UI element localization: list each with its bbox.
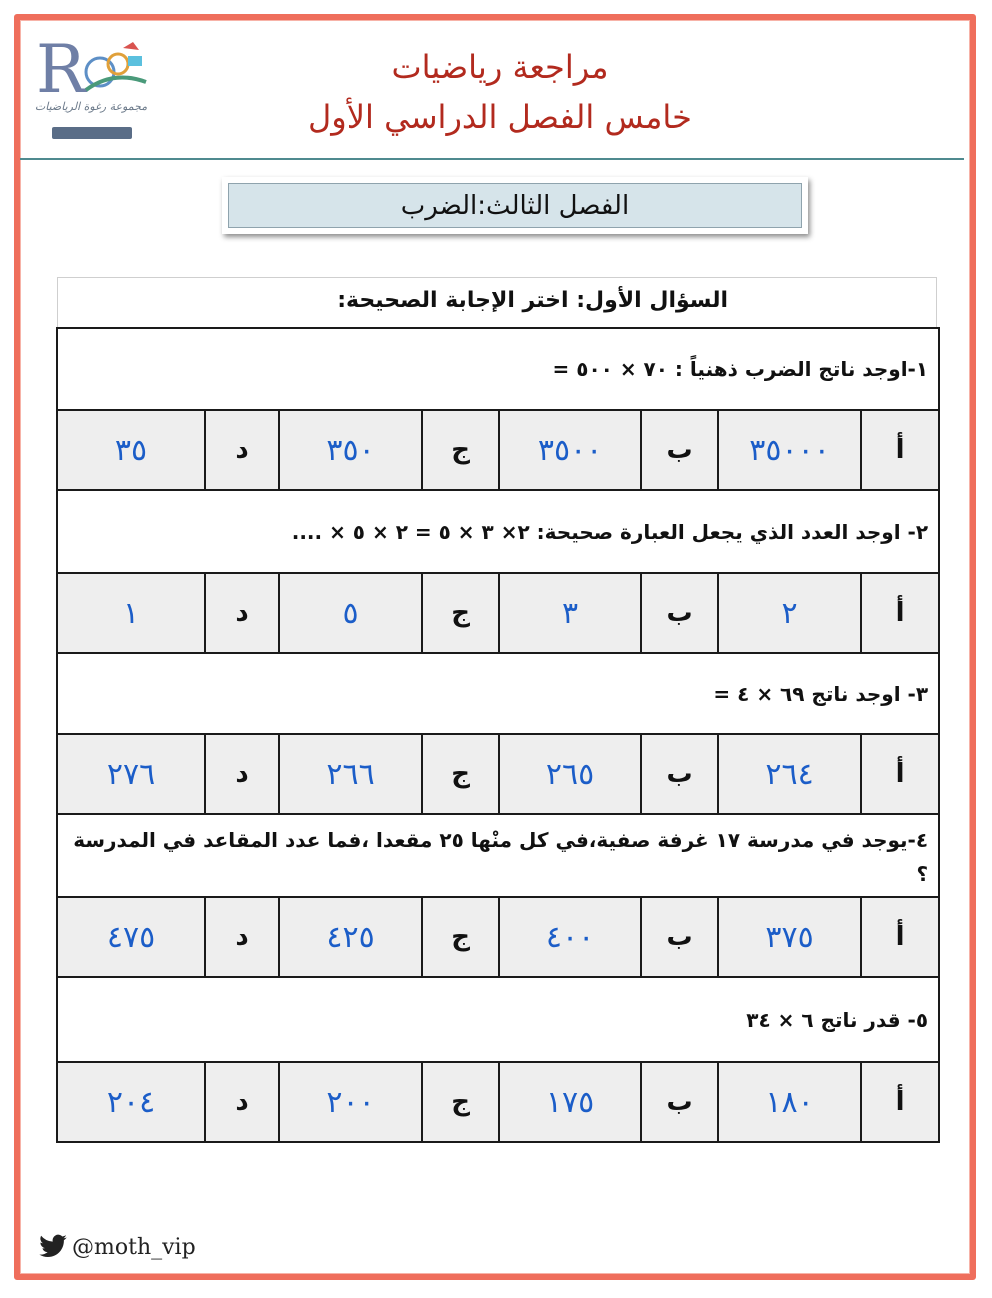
option-letter: أ: [861, 573, 939, 653]
logo-tagline: [52, 127, 132, 139]
question-text: ٢- اوجد العدد الذي يجعل العبارة صحيحة: ٢× ٣ × ٥ = ٢ × ٥ × ....: [57, 490, 939, 573]
quiz-table: [56, 327, 940, 1143]
section-heading: السؤال الأول: اختر الإجابة الصحيحة:: [57, 277, 937, 327]
header-divider: [20, 158, 964, 160]
option-letter: ج: [422, 897, 499, 977]
option-value[interactable]: ٢٦٦: [279, 734, 422, 814]
option-letter: ب: [641, 410, 718, 490]
option-value[interactable]: ٣٥: [57, 410, 205, 490]
option-value[interactable]: ٢٦٤: [718, 734, 861, 814]
option-value[interactable]: ٢٠٠: [279, 1062, 422, 1142]
option-value[interactable]: ٢٧٦: [57, 734, 205, 814]
option-letter: د: [205, 897, 279, 977]
option-letter: ج: [422, 410, 499, 490]
option-value[interactable]: ٤٠٠: [499, 897, 641, 977]
question-text: ٣- اوجد ناتج ٦٩ × ٤ =: [57, 653, 939, 734]
option-letter: ج: [422, 1062, 499, 1142]
option-letter: ج: [422, 734, 499, 814]
option-value[interactable]: ٣: [499, 573, 641, 653]
option-letter: أ: [861, 410, 939, 490]
question-row: [57, 977, 939, 1062]
option-letter: ب: [641, 897, 718, 977]
option-value[interactable]: ١٨٠: [718, 1062, 861, 1142]
option-value[interactable]: ٥: [279, 573, 422, 653]
chapter-box: [222, 177, 808, 234]
option-letter: ب: [641, 734, 718, 814]
answer-row: [57, 573, 939, 653]
option-value[interactable]: ٢٦٥: [499, 734, 641, 814]
question-text: ٥- قدر ناتج ٦ × ٣٤: [57, 977, 939, 1062]
option-value[interactable]: ٢٠٤: [57, 1062, 205, 1142]
option-value[interactable]: ٣٧٥: [718, 897, 861, 977]
page-title-line1: مراجعة رياضيات: [391, 48, 609, 86]
twitter-handle-text: @moth_vip: [72, 1234, 196, 1260]
option-letter: أ: [861, 734, 939, 814]
question-row: [57, 653, 939, 734]
option-letter: د: [205, 573, 279, 653]
logo-subtitle: مجموعة رغوة الرياضيات: [34, 100, 148, 113]
svg-text:R: R: [36, 31, 86, 105]
option-value[interactable]: ٤٢٥: [279, 897, 422, 977]
option-letter: ب: [641, 1062, 718, 1142]
twitter-handle[interactable]: [38, 1232, 196, 1262]
option-letter: ج: [422, 573, 499, 653]
option-value[interactable]: ٣٥٠: [279, 410, 422, 490]
option-value[interactable]: ٣٥٠٠: [499, 410, 641, 490]
answer-row: [57, 410, 939, 490]
option-value[interactable]: ١٧٥: [499, 1062, 641, 1142]
option-letter: أ: [861, 1062, 939, 1142]
chapter-label: الفصل الثالث:الضرب: [228, 183, 802, 228]
option-value[interactable]: ٣٥٠٠٠: [718, 410, 861, 490]
option-value[interactable]: ٤٧٥: [57, 897, 205, 977]
question-text: ٤-يوجد في مدرسة ١٧ غرفة صفية،في كل منْها ٢٥ مقعدا ،فما عدد المقاعد في المدرسة ؟: [57, 814, 939, 897]
option-letter: ب: [641, 573, 718, 653]
question-text: ١-اوجد ناتج الضرب ذهنياً : ٧٠ × ٥٠٠ =: [57, 328, 939, 410]
question-row: [57, 490, 939, 573]
answer-row: [57, 1062, 939, 1142]
answer-row: [57, 734, 939, 814]
twitter-bird-icon: [38, 1234, 68, 1260]
option-letter: د: [205, 1062, 279, 1142]
option-letter: أ: [861, 897, 939, 977]
page-title-line2: خامس الفصل الدراسي الأول: [308, 98, 692, 136]
option-value[interactable]: ٢: [718, 573, 861, 653]
option-letter: د: [205, 410, 279, 490]
option-value[interactable]: ١: [57, 573, 205, 653]
question-row: [57, 814, 939, 897]
question-row: [57, 328, 939, 410]
answer-row: [57, 897, 939, 977]
option-letter: د: [205, 734, 279, 814]
